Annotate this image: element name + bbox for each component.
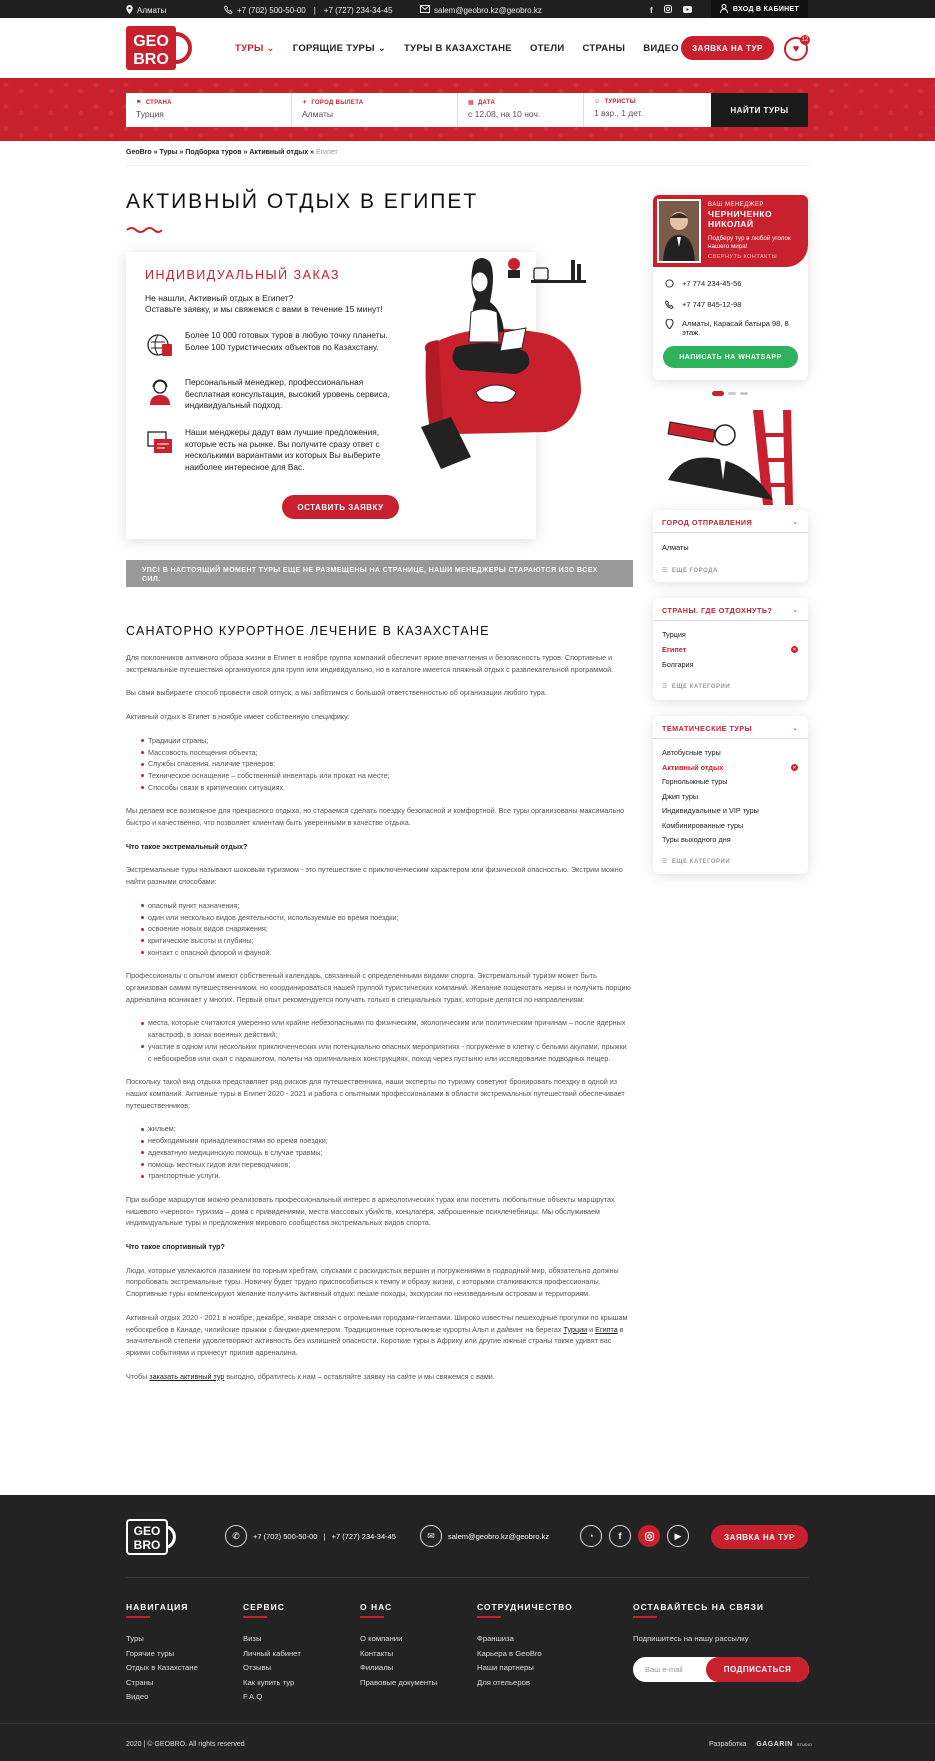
header [0,18,935,78]
field-label: ГОРОД ВЫЛЕТА [311,99,364,106]
footer-col-about [360,1602,437,1690]
nav-item-video[interactable]: ВИДЕО [643,43,679,54]
list-item: критические высоты и глубины; [141,935,631,947]
list-item: контакт с опасной флорой и фауной. [141,947,631,959]
text-fragment: Активный отдых 2020 - 2021 в ноябре, декабре, январе связан с огромными городами-гигантами. Широко известны пешеходные прогулки по крышам небоскребов в Канаде, чилийские прыжки с банджи-джемпером. Традиционные горнолыжные курорты Альп и дайвинг на берегах [126,1312,628,1334]
list-item: места, которые считаются умеренно или крайне небезопасными по физическим, экологическим или политическим причинам – после ядерных катастроф, в зонах военных действий; [141,1017,631,1040]
person-icon: ☺ [594,99,601,105]
slider-dot-active[interactable] [712,391,724,396]
footer-col-navigation [126,1602,198,1705]
collapse-contacts-link[interactable]: СВЕРНУТЬ КОНТАКТЫ [708,254,778,260]
plane-icon: ✈ [302,100,308,106]
phone-number: +7 747 845-12-98 [682,300,742,309]
more-label: ЕЩЕ КАТЕГОРИИ [671,683,731,690]
footer-col-service [243,1602,301,1705]
developer-credit[interactable] [709,1741,812,1748]
city-selector[interactable] [126,5,166,16]
location-pin-icon [665,319,674,331]
article-body [126,652,631,1394]
nav-item-tours[interactable]: ТУРЫ ⌄ [235,43,275,54]
footer-link[interactable]: Горячие туры [126,1648,175,1658]
login-button[interactable] [711,0,808,18]
breadcrumb-separator: » [153,149,158,156]
paragraph: Люди, которые увлекаются лазанием по горным хребтам, спусками с раскидистых вершин и погружениями в подводный мир, обязательно должны попробовать экстремальные туры. Новичку будет трудно приспособиться к темпу и образу жизни, с которыми сталкиваются профессионалы. Спортивные туры компенсируют желание получить активный отдых: пешие походы, экскурсии по неизведанным островам и территориям. [126,1265,619,1299]
filter-item[interactable]: Турция [662,630,686,639]
logo-mark [126,1519,186,1555]
calendar-icon: ▦ [468,100,474,106]
title-underline [633,1616,657,1618]
facebook-icon[interactable]: f [650,5,653,15]
list-item: Массовость посещения объекта; [141,747,631,759]
youtube-icon[interactable] [683,6,692,15]
subheading: Что такое экстремальный отдых? [126,841,248,851]
list-item: Техническое оснащение – собственный инвентарь или прокат на месте; [141,770,631,782]
page-title: АКТИВНЫЙ ОТДЫХ В ЕГИПЕТ [126,190,479,213]
user-lock-icon [720,4,728,15]
list-icon: ☰ [662,568,668,574]
instagram-icon[interactable] [664,5,672,15]
filter-title[interactable]: СТРАНЫ. ГДЕ ОТДОХНУТЬ? [662,606,773,615]
more-cities-link[interactable] [662,567,718,574]
paragraph: Вы сами выбираете способ провести свой отпуск, а мы заботимся с большой ответственностью об организации любого тура. [126,688,547,698]
breadcrumb-separator: » [179,149,184,156]
filter-departure [653,510,808,582]
list-item: участие в одном или нескольких приключенческих или потенциально опасных мероприятиях - погружение в клетку с белыми акулами, прыжки с небоскребов или скал с парашютом, полеты на оригинальных конструкциях, поход через пустыню или исследование подводных пещер. [141,1041,631,1064]
footer-link[interactable]: Отдых в Казахстане [126,1663,198,1672]
footer-col-title: НАВИГАЦИЯ [126,1602,189,1612]
manager-label: ВАШ МЕНЕДЖЕР [708,202,764,208]
phone-icon [665,300,674,311]
logo-line-2: BRO [133,51,169,68]
footer-col-title: СОТРУДНИЧЕСТВО [477,1602,573,1612]
nav-item-hotels[interactable]: ОТЕЛИ [529,43,565,54]
footer-col-title: ОСТАВАЙТЕСЬ НА СВЯЗИ [633,1602,765,1612]
field-value: Турция [136,109,164,119]
feature-text: Персональный менеджер, профессиональная бесплатная консультация, высокий уровень сервиса, индивидуальный подход. [185,377,390,410]
paragraph: Мы делаем все возможное для прекрасного отдыха, но стараемся сделать поездку безопасной и комфортной. Все туры организованы максимально быстро и качественно, что позволяет клиентам быть уверенными в качестве отдыха. [126,806,625,828]
developer-label: Разработка [709,1741,747,1748]
footer-phones [253,1532,396,1541]
list-item: Традиции страны; [141,735,631,747]
filter-item[interactable]: Болгария [662,660,694,669]
filter-item[interactable]: Туры выходного дня [662,835,731,844]
filter-item[interactable]: Горнолыжные туры [662,777,728,786]
link-order-active-tour[interactable]: заказать активный тур [149,1371,225,1381]
manager-whatsapp[interactable] [665,279,741,290]
logo-line-1: GEO [133,1524,161,1538]
top-email[interactable] [420,5,542,15]
login-label: ВХОД В КАБИНЕТ [732,5,800,13]
footer-link[interactable]: Наши партнеры [477,1663,534,1672]
no-tours-notice: УПС! В НАСТОЯЩИЙ МОМЕНТ ТУРЫ ЕЩЕ НЕ РАЗМЕЩЕНЫ НА СТРАНИЦЕ, НАШИ МЕНЕДЖЕРЫ СТАРАЮТСЯ ИЗО ВСЕХ СИЛ. [126,560,633,587]
man-with-telescope-illustration [653,405,813,505]
divider [653,532,808,533]
facebook-icon[interactable]: f [609,1525,631,1547]
list-item: необходимыми принадлежностями во время поездки; [141,1135,631,1147]
text-fragment: и [587,1324,596,1334]
footer-link[interactable]: Туры [126,1634,144,1643]
mail-icon: ✉ [420,1525,442,1547]
footer-link[interactable]: Страны [126,1677,154,1687]
chevron-down-icon[interactable]: ⌄ [792,519,798,526]
manager-phone[interactable] [665,300,741,311]
list-item: опасный пункт назначения; [141,900,631,912]
top-phone-1[interactable]: +7 (702) 500-50-00 [237,6,306,15]
list-icon: ☰ [662,684,668,690]
nav-item-countries[interactable]: СТРАНЫ [582,43,626,54]
divider [0,1723,935,1724]
leave-request-button[interactable]: ОСТАВИТЬ ЗАЯВКУ [282,495,399,519]
feature-text: Наши менджеры дадут вам лучшие предложения, которые есть на рынке. Вы получите сразу ответ с несколькими вариантами из которых Вы выберите наиболее интересное для Вас. [185,427,381,472]
field-value: 1 взр., 1 дет. [594,108,644,118]
link-egypt[interactable]: Египта [595,1324,618,1334]
manager-text: Подберу тур в любой уголок нашего мира! [708,235,791,250]
phone-divider: | [313,6,316,15]
filter-item[interactable]: Комбинированные туры [662,821,744,830]
chevron-down-icon[interactable]: ⌄ [792,725,798,732]
whatsapp-icon [665,279,674,290]
manager-firstname: НИКОЛАЙ [708,218,754,229]
field-label: ДАТА [477,99,496,106]
footer-link[interactable]: Как купить тур [243,1677,295,1687]
footer-col-cooperation [477,1602,573,1690]
paragraph: Активный отдых в Египет в ноябре имеет собственную специфику: [126,712,350,722]
remove-filter-icon[interactable]: ✕ [792,764,797,771]
location-pin-icon [126,5,133,16]
email-text: salem@geobro.kz@geobro.kz [434,5,542,15]
social-top [650,5,692,15]
footer-link[interactable]: Правовые документы [360,1677,438,1687]
phone-icon [224,5,233,16]
field-label: ТУРИСТЫ [604,99,636,105]
paragraph: Профессионалы с опытом имеют собственный календарь, связанный с определенными видами спорта. Экстремальный туризм может быть организован самим путешественником, но координироваться нашей группой туристических компаний. Желание пощекотать нервы и получить порцию адреналина возникает у многих. Первый опыт рекомендуется получать только в специальных турах, которые делятся по направлениям: [126,971,631,1004]
list-item: адекватную медицинскую помощь в случае травмы; [141,1147,631,1159]
footer-link[interactable]: Для отельеров [477,1677,530,1687]
footer-col-stay-connected [633,1602,764,1647]
filter-item[interactable]: Автобусные туры [662,748,721,757]
footer-phone-1[interactable]: +7 (702) 500-50-00 [253,1532,318,1541]
feature-text: Более 10 000 готовых туров в любую точку планеты. Более 100 туристических объектов по Казахстану. [185,330,388,352]
feature-item [145,330,400,360]
chevron-down-icon: ⌄ [377,43,387,54]
developer-sub: STUDIO [796,1742,812,1747]
feature-item [145,377,400,412]
manager-name [708,210,772,229]
filter-themes [653,716,808,874]
chat-icon[interactable]: ◔ [580,1525,602,1547]
copyright: 2020 | © GEOBRO. All rights reserved [126,1741,245,1748]
footer-link[interactable]: О компании [360,1634,403,1643]
breadcrumb-item[interactable]: Активный отдых [249,149,309,156]
more-label: ЕЩЕ ГОРОДА [671,567,718,574]
divider [126,1577,809,1578]
footer-link[interactable]: Франшиза [477,1634,514,1643]
mail-icon [420,5,430,15]
order-sub-line-2: Оставьте заявку, и мы свяжемся с вами в течение 15 минут! [145,304,383,314]
footer-col-title: СЕРВИС [243,1602,285,1612]
slider-dots [712,391,748,396]
footer-request-button[interactable]: ЗАЯВКА НА ТУР [711,1525,808,1549]
paragraph: Экстремальные туры называют шоковым туризмом - это путешествие с приключенческим характером или физической опасностью. Экстрим можно найти разными способами: [126,865,623,887]
top-bar [0,0,935,18]
logo-line-2: BRO [133,1538,161,1552]
list-item: один или несколько видов деятельности, используемые во время поездки; [141,912,631,924]
list-item: жильем; [141,1123,631,1135]
footer-link[interactable]: Видео [126,1692,149,1701]
divider [653,738,808,739]
paragraph: При выборе маршрутов можно реализовать профессиональный интерес в археологических турах или посетить любопытные объекты маршрутах нишевого «черного» туризма – дома с привидениями, места массовых убийств, концлагеря, заброшенные психлечебницы. Мы обслуживаем индивидуальные туры и предложения мирового сообщества экстремальных видов спорта. [126,1194,615,1228]
manager-card [653,195,808,380]
filter-item[interactable]: Алматы [662,543,689,552]
search-date[interactable] [458,93,584,127]
manager-surname: ЧЕРНИЧЕНКО [708,209,773,219]
footer [0,1495,935,1761]
list-item: помощь местных гидов или переводчиков; [141,1159,631,1171]
text-fragment: Чтобы [126,1371,150,1381]
manager-icon [145,377,175,407]
slider-dot[interactable] [740,392,748,395]
paragraph [126,1371,631,1383]
breadcrumb-item[interactable]: Подборка туров [185,149,242,156]
more-categories-link[interactable] [662,858,730,865]
manager-address [665,319,792,337]
footer-link[interactable]: Отзывы [243,1663,272,1672]
breadcrumb-item[interactable]: Туры [159,149,178,156]
footer-link[interactable]: F.A.Q [243,1692,263,1701]
newsletter-email-input[interactable]: Ваш e-mail [633,1657,809,1682]
bullet-list [126,1017,631,1064]
phone-divider: | [323,1532,326,1541]
request-tour-button[interactable]: ЗАЯВКА НА ТУР [681,36,774,60]
filter-item[interactable]: Джип туры [662,792,699,801]
footer-phone-2[interactable]: +7 (727) 234-34-45 [331,1532,396,1541]
breadcrumb-separator: » [310,149,314,156]
whatsapp-button[interactable]: НАПИСАТЬ НА WHATSAPP [663,346,798,368]
filter-countries [653,598,808,700]
footer-link[interactable]: Карьера в GeoBro [477,1648,542,1658]
favorites-count: 12 [801,37,809,43]
paragraph: Для поклонников активного образа жизни в Египет в ноябре группа компаний обеспечит яркие впечатления и безопасность туров. Спортивные и экстремальные путешествия организуются для групп или индивидуально, но в каталоге имеется пляжный отдых с развлекательной программой. [126,653,614,674]
paragraph [126,1312,631,1359]
field-label: СТРАНА [145,99,172,106]
nav-item-kazakhstan[interactable]: ТУРЫ В КАЗАХСТАНЕ [404,43,512,54]
globe-tours-icon [145,330,175,360]
divider [653,620,808,621]
whatsapp-number: +7 774 234-45-56 [682,279,742,288]
footer-col-title: О НАС [360,1602,393,1612]
subscribe-text: Подпишитесь на нашу рассылку [633,1634,749,1643]
divider [126,165,809,166]
logo[interactable] [126,26,198,70]
title-underline [360,1616,384,1618]
footer-link[interactable]: Контакты [360,1648,394,1658]
filter-item-selected[interactable]: Активный отдых [662,763,724,772]
footer-logo[interactable] [126,1519,186,1555]
title-underline [477,1616,501,1618]
list-item: Способы связи в критических ситуациях. [141,782,631,794]
top-phones [224,5,393,16]
footer-email[interactable]: salem@geobro.kz@geobro.kz [448,1532,550,1541]
nav-item-hot-tours[interactable]: ГОРЯЩИЕ ТУРЫ ⌄ [292,43,387,54]
list-item: Службы спасения, наличие тренеров; [141,758,631,770]
bullet-list [126,735,631,794]
list-item: освоение новых видов снаряжения; [141,923,631,935]
title-underline [243,1616,267,1618]
slider-dot[interactable] [728,392,736,395]
breadcrumb-item[interactable]: GeoBro [126,149,152,156]
footer-link[interactable]: Филиалы [360,1663,394,1672]
filter-item-selected[interactable]: Египет [662,645,687,654]
logo-line-1: GEO [133,33,169,50]
heart-icon: ♥ [792,43,800,55]
breadcrumb-separator: » [243,149,248,156]
search-tourists[interactable] [584,93,711,127]
top-phone-2[interactable]: +7 (727) 234-34-45 [323,6,393,15]
list-icon: ☰ [662,859,668,865]
search-country[interactable] [126,93,292,127]
subheading: Что такое спортивный тур? [126,1242,225,1252]
footer-link[interactable]: Визы [243,1634,262,1643]
filter-title[interactable]: ТЕМАТИЧЕСКИЕ ТУРЫ [662,724,753,733]
breadcrumb [126,149,338,156]
instagram-icon[interactable] [638,1525,660,1547]
search-departure-city[interactable] [292,93,458,127]
logo-mark [126,26,198,70]
list-item: транспортные услуги. [141,1170,631,1182]
woman-on-sofa-illustration [416,252,586,482]
manager-header [653,195,808,267]
more-label: ЕЩЕ КАТЕГОРИИ [671,858,731,865]
main-nav [235,43,679,54]
order-title: ИНДИВИДУАЛЬНЫЙ ЗАКАЗ [145,268,340,282]
chevron-down-icon: ⌄ [266,43,275,54]
favorites-button[interactable] [784,37,808,61]
more-categories-link[interactable] [662,683,730,690]
phone-icon: ✆ [225,1525,247,1547]
city-label: Алматы [137,6,167,15]
title-wave-decoration [126,221,162,239]
feature-item [145,427,400,473]
link-turkey[interactable]: Турции [563,1324,588,1334]
text-fragment: выгодно, обратитесь к нам – оставляйте заявку на сайте и мы свяжемся с вами. [224,1371,495,1381]
field-value: Алматы [302,109,334,119]
bullet-list [126,1123,631,1182]
offers-icon [145,427,175,457]
address-text: Алматы, Карасай батыра 98, 8 этаж. [682,319,789,337]
title-underline [126,1616,150,1618]
individual-order-box [126,252,536,539]
filter-title[interactable]: ГОРОД ОТПРАВЛЕНИЯ [662,518,753,527]
field-value: с 12.08, на 10 ноч. [468,109,541,119]
breadcrumb-current: Египет [315,149,338,156]
text-fragment: в значительной степени удовлетворяют активность без излишней опасности. Короткие туры в Африку или другие южные страны также удивят вас яркими событиями и принесут прилив адреналина. [126,1324,624,1357]
manager-photo [657,199,701,263]
bullet-list [126,900,631,959]
find-tours-button[interactable]: НАЙТИ ТУРЫ [711,93,808,127]
footer-link[interactable]: Личный кабинет [243,1648,301,1658]
youtube-icon[interactable]: ▶ [667,1525,689,1547]
chevron-down-icon[interactable]: ⌄ [792,607,798,614]
remove-filter-icon[interactable]: ✕ [792,646,797,653]
order-subtitle [145,293,405,315]
flag-icon: ⚑ [136,100,142,106]
order-sub-line-1: Не нашли, Активный отдых в Египет? [145,293,294,303]
developer-name: GAGARIN [756,1741,793,1748]
paragraph: Поскольку такой вид отдыха представляет ряд рисков для путешественника, наши эксперты по туризму советуют бронировать поездку в одной из наших компаний. Активные туры в Египет 2020 - 2021 и работа с опытными профессионалами в области экстремальных путешествий обеспечивает путешественников: [126,1077,625,1110]
article-title: САНАТОРНО КУРОРТНОЕ ЛЕЧЕНИЕ В КАЗАХСТАНЕ [126,624,490,638]
filter-item[interactable]: Индивидуальные и VIP туры [662,806,759,815]
subscribe-button[interactable]: ПОДПИСАТЬСЯ [706,1657,809,1682]
